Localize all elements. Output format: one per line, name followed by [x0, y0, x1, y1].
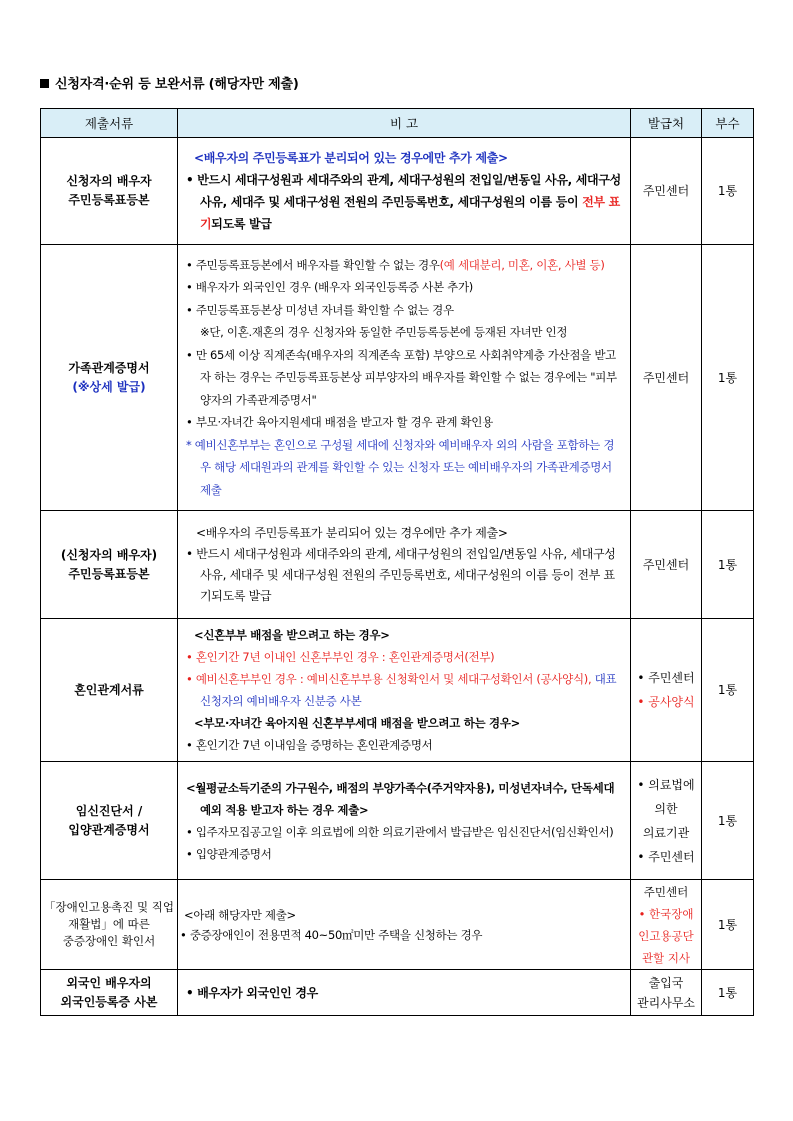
- issuer: 주민센터: [631, 138, 702, 245]
- copies: 1통: [702, 138, 754, 245]
- header-issuer: 발급처: [631, 109, 702, 138]
- header-copies: 부수: [702, 109, 754, 138]
- table-row: [41, 511, 754, 619]
- issuer: 주민센터 • 한국장애 인고용공단 관할 지사: [631, 880, 702, 970]
- section-title: 신청자격·순위 등 보완서류 (해당자만 제출): [40, 73, 299, 92]
- doc-name: 임신진단서 / 입양관계증명서: [41, 762, 178, 880]
- doc-note: • 배우자가 외국인인 경우: [178, 970, 631, 1016]
- doc-note: <월평균소득기준의 가구원수, 배점의 부양가족수(주거약자용), 미성년자녀수, 단독세대 예외 적용 받고자 하는 경우 제출> • 입주자모집공고일 이후 의료법에 의한 의료기관에서 발급받은 임신진단서(임신확인서) • 입양관계증명서: [178, 762, 631, 880]
- doc-note: • 주민등록표등본에서 배우자를 확인할 수 없는 경우(예 세대분리, 미혼, 이혼, 사별 등) • 배우자가 외국인인 경우 (배우자 외국인등록증 사본 추가) • 주민등록표등본상 미성년 자녀를 확인할 수 없는 경우 ※단, 이혼.재혼의 경우 신청자와 동일한 주민등록등본에 등재된 자녀만 인정 • 만 65세 이상 직계존속(배우자의 직계존속 포함) 부양으로 사회취약계층 가산점을 받고자 하는 경우는 주민등록표등본상 피부양자의 배우자를 확인할 수 없는 경우에는 "피부양자의 가족관계증명서" • 부모·자녀간 육아지원세대 배점을 받고자 할 경우 관계 확인용 * 예비신혼부부는 혼인으로 구성될 세대에 신청자와 예비배우자 외의 사람을 포함하는 경우 해당 세대원과의 관계를 확인할 수 있는 신청자 또는 예비배우자의 가족관계증명서 제출: [178, 245, 631, 511]
- copies: 1통: [702, 511, 754, 619]
- issuer: • 의료법에 의한 의료기관 • 주민센터: [631, 762, 702, 880]
- copies: 1통: [702, 245, 754, 511]
- square-bullet-icon: [40, 79, 49, 88]
- doc-name: 가족관계증명서 (※상세 발급): [41, 245, 178, 511]
- copies: 1통: [702, 762, 754, 880]
- table-row: [41, 245, 754, 511]
- copies: 1통: [702, 619, 754, 762]
- doc-name: 「장애인고용촉진 및 직업 재활법」에 따른 중증장애인 확인서: [41, 880, 178, 970]
- table-header: [41, 109, 754, 138]
- copies: 1통: [702, 880, 754, 970]
- doc-name: (신청자의 배우자) 주민등록표등본: [41, 511, 178, 619]
- issuer: 출입국 관리사무소: [631, 970, 702, 1016]
- issuer: • 주민센터 • 공사양식: [631, 619, 702, 762]
- header-doc: 제출서류: [41, 109, 178, 138]
- doc-note: <신혼부부 배점을 받으려고 하는 경우> • 혼인기간 7년 이내인 신혼부부인 경우 : 혼인관계증명서(전부) • 예비신혼부부인 경우 : 예비신혼부부용 신청확인서 및 세대구성확인서 (공사양식), 대표신청자의 예비배우자 신분증 사본 <부모·자녀간 육아지원 신혼부부세대 배점을 받으려고 하는 경우> • 혼인기간 7년 이내임을 증명하는 혼인관계증명서: [178, 619, 631, 762]
- table-row: [41, 138, 754, 245]
- doc-name: 혼인관계서류: [41, 619, 178, 762]
- doc-name: 신청자의 배우자 주민등록표등본: [41, 138, 178, 245]
- table-row: [41, 880, 754, 970]
- header-note: 비 고: [178, 109, 631, 138]
- document-table: [40, 108, 754, 1016]
- doc-note: <배우자의 주민등록표가 분리되어 있는 경우에만 추가 제출> • 반드시 세대구성원과 세대주와의 관계, 세대구성원의 전입일/변동일 사유, 세대구성 사유, 세대주 및 세대구성원 전원의 주민등록번호, 세대구성원의 이름 등이 전부 표기되도록 발급: [178, 511, 631, 619]
- doc-name: 외국인 배우자의 외국인등록증 사본: [41, 970, 178, 1016]
- doc-note: <배우자의 주민등록표가 분리되어 있는 경우에만 추가 제출> • 반드시 세대구성원과 세대주와의 관계, 세대구성원의 전입일/변동일 사유, 세대구성 사유, 세대주 및 세대구성원 전원의 주민등록번호, 세대구성원의 이름 등이 전부 표기되도록 발급: [178, 138, 631, 245]
- table-row: [41, 970, 754, 1016]
- issuer: 주민센터: [631, 245, 702, 511]
- table-row: [41, 762, 754, 880]
- issuer: 주민센터: [631, 511, 702, 619]
- doc-note: <아래 해당자만 제출> • 중증장애인이 전용면적 40~50㎡미만 주택을 신청하는 경우: [178, 880, 631, 970]
- copies: 1통: [702, 970, 754, 1016]
- table-row: [41, 619, 754, 762]
